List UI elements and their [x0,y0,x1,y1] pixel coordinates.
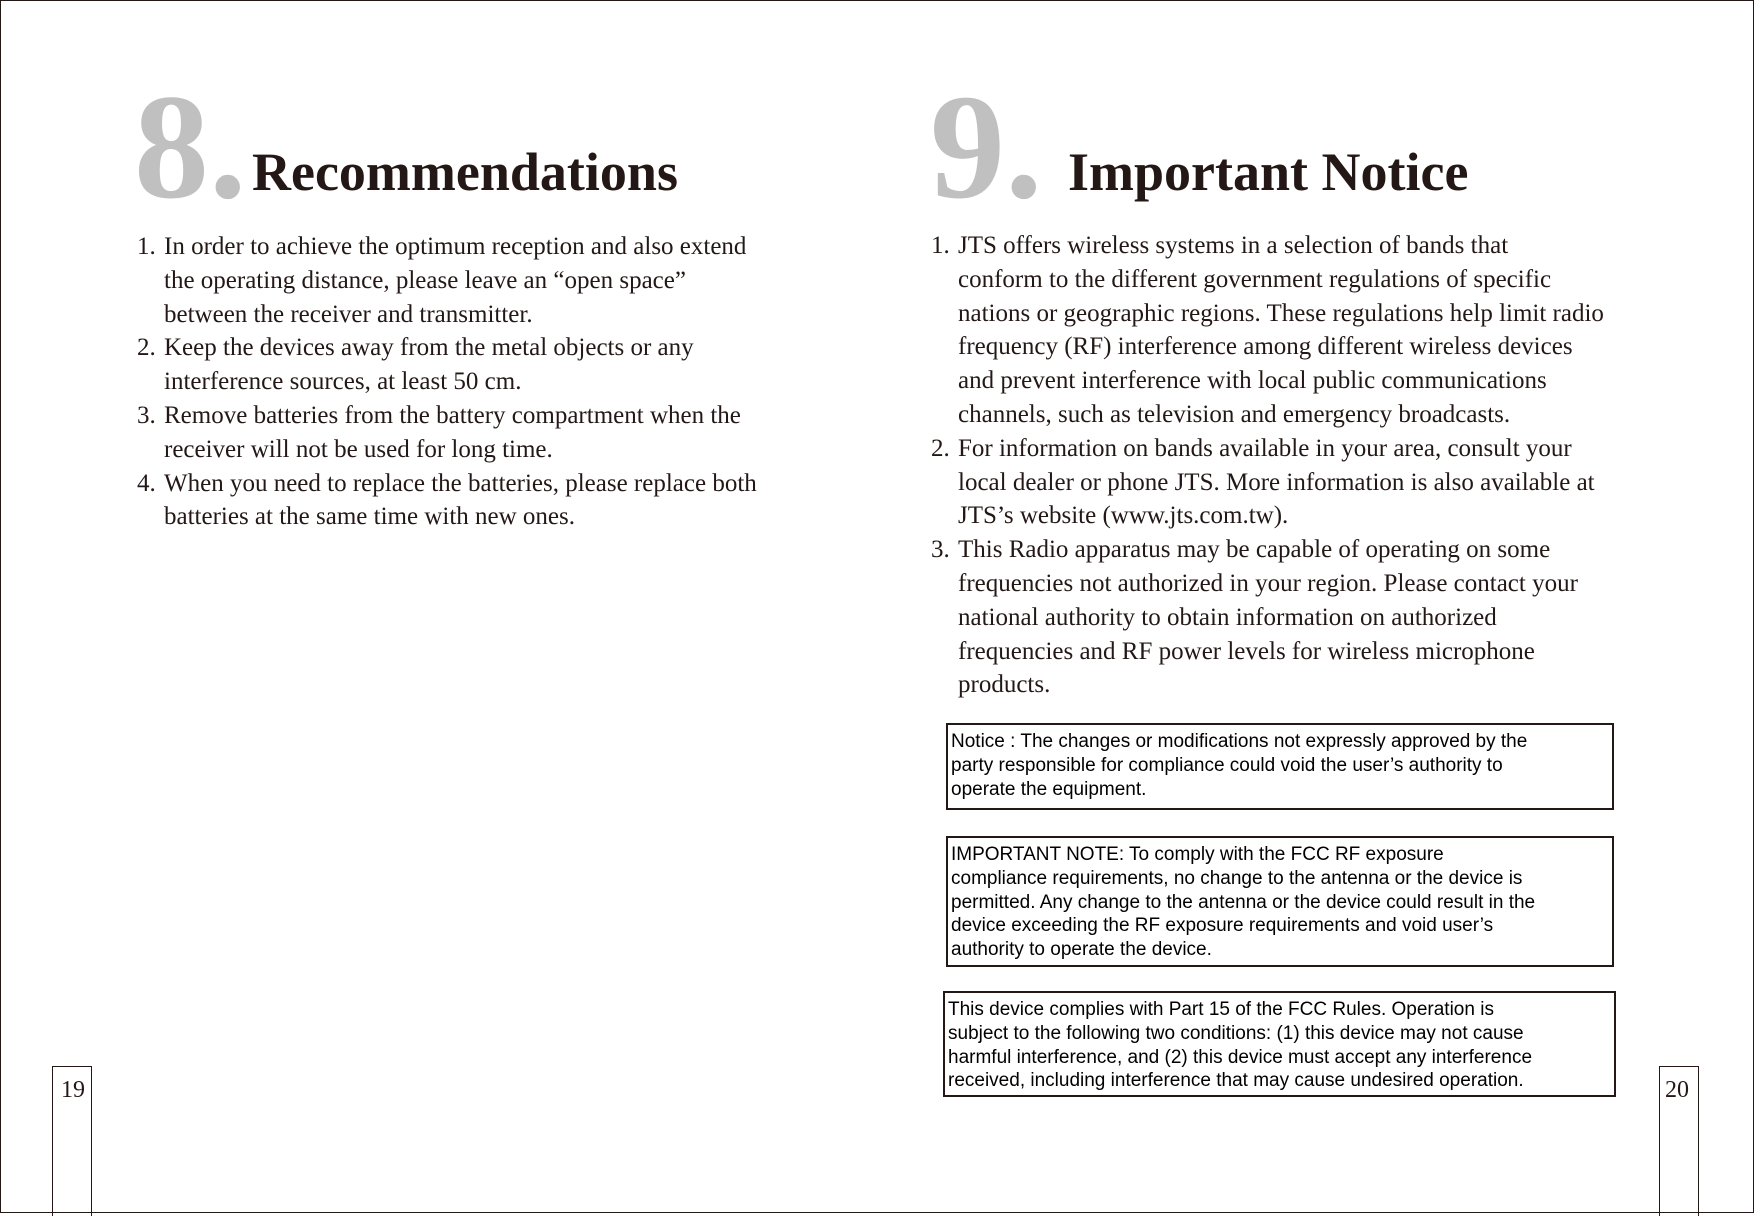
notice-box-rf-exposure: IMPORTANT NOTE: To comply with the FCC RF exposure compliance requirements, no change to the antenna or the device is permitted. Any change to the antenna or the device could result in the device exceeding the RF exposure requirements and void user’s authority to operate the device. [946,836,1614,967]
item-number: 3. [931,536,950,564]
item-text: Keep the devices away from the metal objects or any interference sources, at least 50 cm. [164,334,694,396]
list-item [137,331,817,399]
list-item [931,229,1651,432]
important-notice-list [931,229,1651,702]
list-item [137,399,817,467]
list-item [931,533,1651,702]
item-number: 2. [137,334,156,362]
list-item [137,230,817,331]
item-number: 2. [931,434,950,462]
item-text: For information on bands available in your area, consult your local dealer or phone JTS. More information is also available at JTS’s website (www.jts.com.tw). [958,434,1595,530]
section-number-9: 9. [930,64,1043,230]
section-number-8: 8. [134,64,247,230]
item-text: JTS offers wireless systems in a selection of bands that conform to the different government regulations of specific nations or geographic regions. These regulations help limit radio frequency (RF) interference among different wireless devices and prevent interference with local public communications channels, such as television and emergency broadcasts. [958,232,1604,428]
item-text: When you need to replace the batteries, please replace both batteries at the same time with new ones. [164,469,757,531]
item-number: 4. [137,469,156,497]
item-text: Remove batteries from the battery compartment when the receiver will not be used for long time. [164,401,741,463]
item-text: This Radio apparatus may be capable of operating on some frequencies not authorized in your region. Please contact your national authority to obtain information on authorized frequencies and RF power levels for wireless microphone products. [958,536,1578,699]
item-number: 1. [931,232,950,259]
item-text: In order to achieve the optimum reception and also extend the operating distance, please leave an “open space” between the receiver and transmitter. [164,233,747,328]
list-item [137,467,817,535]
notice-box-fcc-part15: This device complies with Part 15 of the FCC Rules. Operation is subject to the following two conditions: (1) this device may not cause harmful interference, and (2) this device must accept any interference received, including interference that may cause undesired operation. [943,991,1616,1097]
section-title-important-notice: Important Notice [1068,142,1469,202]
item-number: 1. [137,233,156,260]
section-title-recommendations: Recommendations [252,142,678,202]
list-item [931,432,1651,533]
item-number: 3. [137,401,156,429]
notice-box-modifications: Notice : The changes or modifications not expressly approved by the party responsible for compliance could void the user’s authority to operate the equipment. [946,723,1614,810]
recommendations-list [137,230,817,534]
page-number-right: 20 [1665,1077,1689,1103]
page-number-left: 19 [61,1077,85,1103]
